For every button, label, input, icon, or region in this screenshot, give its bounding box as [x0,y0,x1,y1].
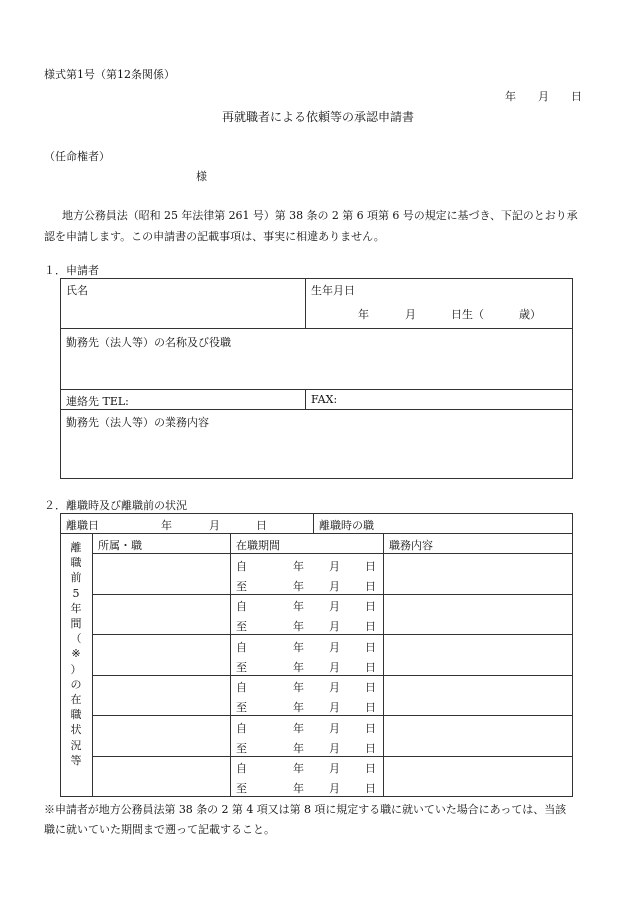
period-from-day: 日 [365,762,376,775]
period-to-year: 年 [293,580,304,593]
period-from-label: 自 [236,722,247,735]
period-to-label: 至 [236,742,247,755]
period-to-month: 月 [329,782,340,795]
employer-label: 勤務先（法人等）の名称及び役職 [66,336,231,349]
period-to-day: 日 [365,661,376,674]
footnote-line-1: ※申請者が地方公務員法第 38 条の 2 第 4 項又は第 8 項に規定する職に就いていた場合にあっては、当該 [44,803,567,816]
period-to-month: 月 [329,701,340,714]
period-to-month: 月 [329,661,340,674]
intro-line-2: 認を申請します。この申請書の記載事項は、事実に相違ありません。 [44,230,385,243]
birthdate-label: 生年月日 [311,284,355,297]
period-to-day: 日 [365,580,376,593]
period-from-month: 月 [329,681,340,694]
period-from-day: 日 [365,560,376,573]
appointing-authority-label: （任命権者） [44,150,110,163]
birth-age-label: 歳） [519,308,541,321]
period-from-day: 日 [365,600,376,613]
retire-date-label: 離職日 [66,519,99,532]
period-from-year: 年 [293,681,304,694]
retire-year-label: 年 [161,519,172,532]
intro-line-1: 地方公務員法（昭和 25 年法律第 261 号）第 38 条の 2 第 6 項第 6 号の規定に基づき、下記のとおり承 [62,209,578,222]
employer-field[interactable] [66,354,566,384]
fax-label: FAX: [311,393,338,406]
period-from-year: 年 [293,641,304,654]
period-to-year: 年 [293,620,304,633]
period-to-label: 至 [236,701,247,714]
col-period-header: 在職期間 [236,539,280,552]
period-from-year: 年 [293,762,304,775]
form-number: 様式第1号（第12条関係） [44,68,175,81]
period-from-month: 月 [329,762,340,775]
period-to-day: 日 [365,742,376,755]
period-to-label: 至 [236,580,247,593]
period-from-month: 月 [329,722,340,735]
period-from-day: 日 [365,641,376,654]
period-from-label: 自 [236,560,247,573]
name-label: 氏名 [66,284,88,297]
section1-heading: １．申請者 [44,264,99,277]
period-to-month: 月 [329,742,340,755]
birth-year-label: 年 [358,308,369,321]
retire-post-label: 離職時の職 [319,519,374,532]
col-duties-header: 職務内容 [389,539,433,552]
col-affiliation-header: 所属・職 [98,539,142,552]
retire-day-label: 日 [256,519,267,532]
period-to-year: 年 [293,742,304,755]
period-to-year: 年 [293,701,304,714]
period-to-label: 至 [236,620,247,633]
period-from-year: 年 [293,722,304,735]
section2-heading: ２．離職時及び離職前の状況 [44,499,187,512]
period-from-label: 自 [236,641,247,654]
tel-label: 連絡先 TEL: [66,395,129,408]
period-from-year: 年 [293,600,304,613]
footnote-line-2: 職に就いていた期間まで遡って記載すること。 [44,823,275,836]
period-to-year: 年 [293,661,304,674]
period-from-label: 自 [236,600,247,613]
period-to-label: 至 [236,782,247,795]
period-from-label: 自 [236,762,247,775]
period-to-day: 日 [365,620,376,633]
date-line: 年 月 日 [505,90,582,103]
birth-month-label: 月 [405,308,416,321]
period-from-day: 日 [365,681,376,694]
period-from-label: 自 [236,681,247,694]
period-from-month: 月 [329,641,340,654]
period-from-month: 月 [329,560,340,573]
side-label-vertical: 離 職 前 5 年 間 （ ※ ） の 在 職 状 況 等 [70,541,82,767]
page-title: 再就職者による依頼等の承認申請書 [222,110,415,124]
period-to-label: 至 [236,661,247,674]
name-field[interactable] [66,304,300,322]
period-to-day: 日 [365,782,376,795]
period-from-month: 月 [329,600,340,613]
retire-month-label: 月 [209,519,220,532]
business-label: 勤務先（法人等）の業務内容 [66,416,209,429]
birth-day-label: 日生（ [451,308,484,321]
period-to-month: 月 [329,620,340,633]
period-to-year: 年 [293,782,304,795]
business-field[interactable] [66,434,566,472]
period-to-day: 日 [365,701,376,714]
honorific-sama: 様 [196,170,207,183]
period-to-month: 月 [329,580,340,593]
period-from-year: 年 [293,560,304,573]
period-from-day: 日 [365,722,376,735]
